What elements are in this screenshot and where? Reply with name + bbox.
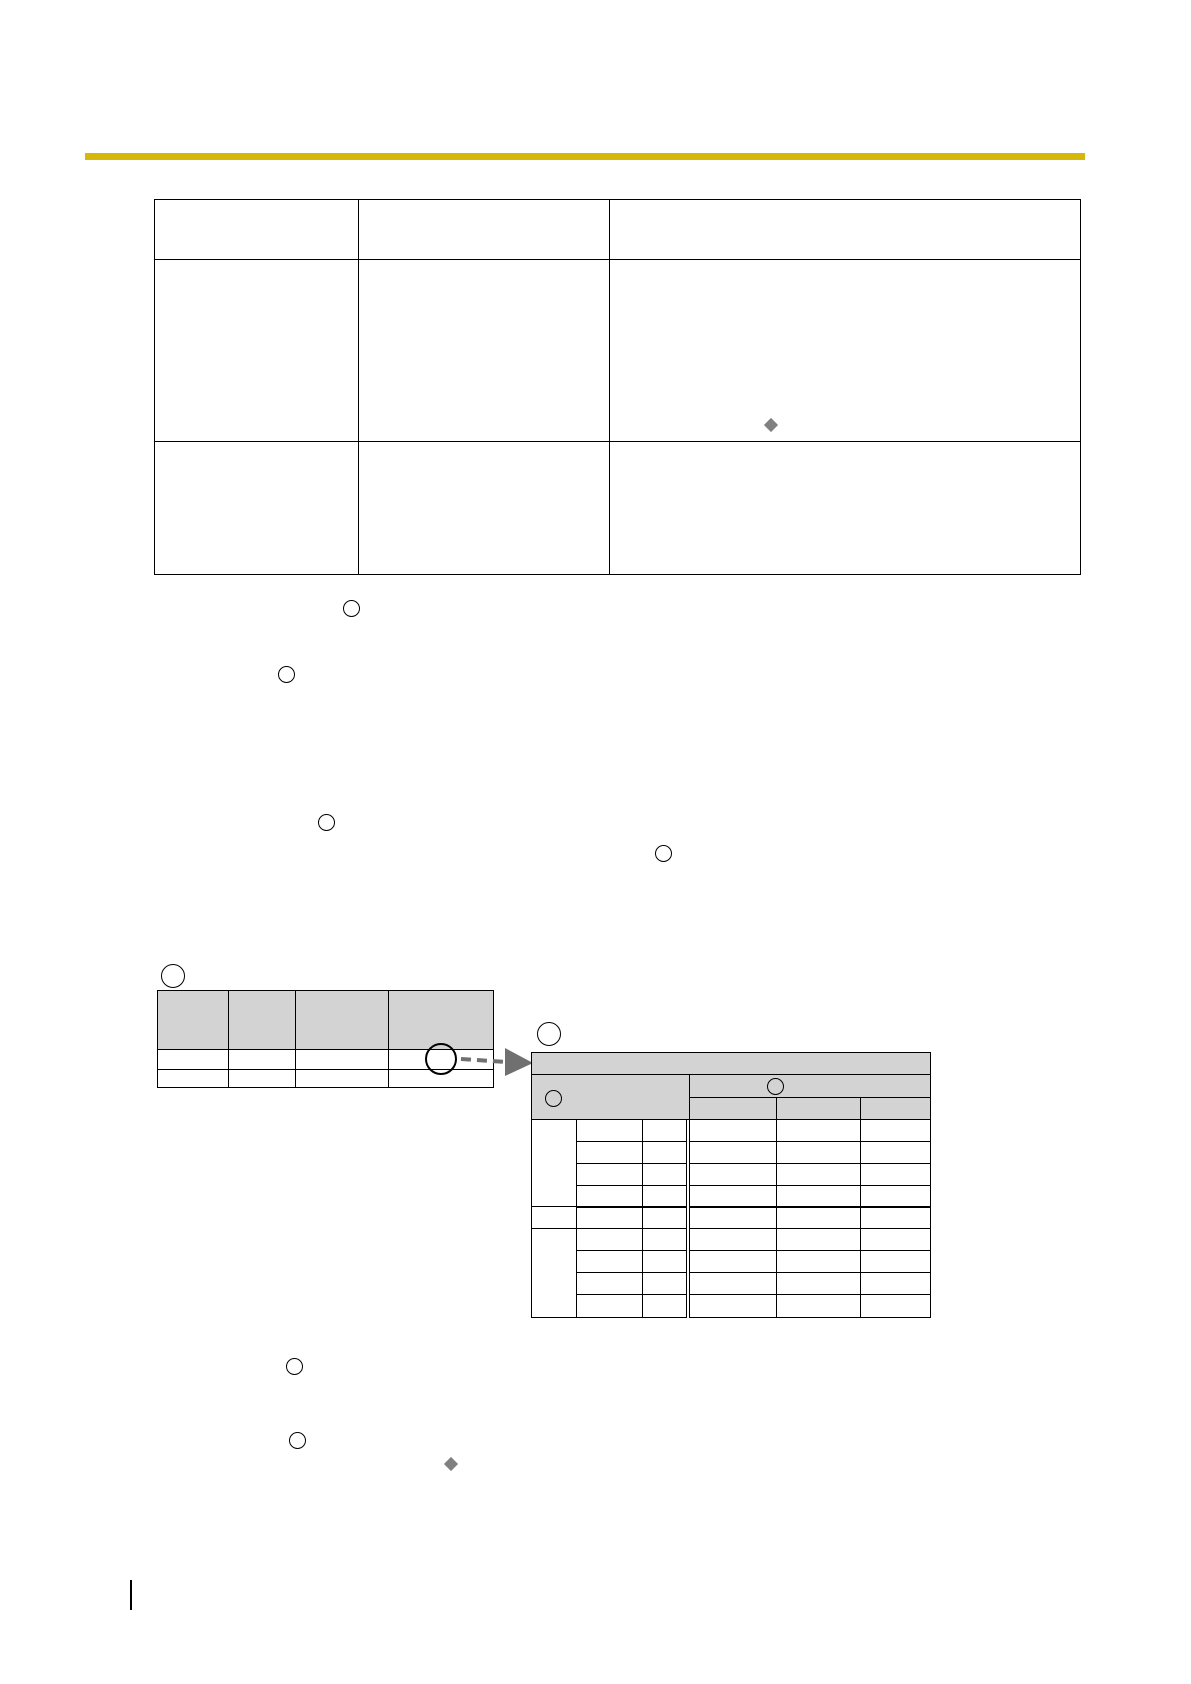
table-row [155,200,1081,260]
table-cell [576,1141,643,1164]
table-cell [776,1119,861,1142]
step-circle-icon [286,1358,303,1375]
table-cell [642,1141,687,1164]
table-cell [776,1185,861,1208]
table-header-cell [689,1074,931,1098]
table-cell [295,1069,389,1088]
table-cell [642,1185,687,1208]
table-cell [689,1294,777,1318]
table-cell [689,1141,777,1164]
table-cell [155,442,359,575]
table-cell [576,1228,643,1251]
table-cell [576,1119,643,1142]
table-header-cell [776,1097,861,1120]
table-cell [157,1049,229,1070]
table-cell [689,1272,777,1295]
table-cell [228,1049,296,1070]
table-title-cell [531,1052,931,1075]
step-circle-icon [545,1090,562,1107]
diamond-marker-icon [444,1457,458,1471]
table-cell [860,1163,931,1186]
table-header-cell [295,990,389,1050]
table-cell [295,1049,389,1070]
table-group-cell [531,1119,577,1207]
step-circle-icon [655,845,672,862]
dashed-arrow-icon [455,1040,535,1080]
table-cell [610,260,1081,442]
header-rule [85,153,1085,160]
table-cell [359,442,610,575]
table-cell [776,1228,861,1251]
table-cell [860,1294,931,1318]
table-cell [576,1250,643,1273]
page-number-bar [130,1580,132,1610]
table-header-cell [359,200,610,260]
table-cell [228,1069,296,1088]
step-circle-icon [343,600,360,617]
table-cell [860,1206,931,1229]
table-cell [776,1141,861,1164]
table-header-cell [155,200,359,260]
table-group-cell [531,1206,577,1229]
table-cell [860,1250,931,1273]
table-cell [576,1163,643,1186]
table-cell [155,260,359,442]
table-row [155,442,1081,575]
table-group-cell [531,1228,577,1318]
table-cell [610,442,1081,575]
table-header-cell [610,200,1081,260]
table-cell [576,1185,643,1208]
table-cell [860,1119,931,1142]
callout-circle-icon [161,964,185,988]
step-circle-icon [278,666,295,683]
highlight-circle-icon [425,1043,457,1075]
table-header-cell [157,990,229,1050]
table-cell [642,1163,687,1186]
table-cell [860,1141,931,1164]
table-cell [776,1272,861,1295]
table-cell [776,1294,861,1318]
table-header-cell [228,990,296,1050]
table-cell [860,1228,931,1251]
table-header-cell [860,1097,931,1120]
table-row [155,260,1081,442]
table-cell [576,1294,643,1318]
table-header-cell [689,1097,777,1120]
table-cell [776,1163,861,1186]
table-cell [776,1206,861,1229]
table-cell [157,1069,229,1088]
table-cell [860,1272,931,1295]
table-cell [576,1206,643,1229]
table-cell [642,1272,687,1295]
table-cell [689,1228,777,1251]
callout-circle-icon [537,1022,561,1046]
step-circle-icon [767,1078,784,1095]
spec-table [154,199,1081,575]
table-cell [689,1185,777,1208]
step-circle-icon [289,1432,306,1449]
table-cell [642,1206,687,1229]
step-circle-icon [318,814,335,831]
table-cell [576,1272,643,1295]
table-cell [359,260,610,442]
table-cell [860,1185,931,1208]
table-cell [642,1294,687,1318]
table-cell [689,1206,777,1229]
table-cell [689,1119,777,1142]
detail-table [531,1052,931,1318]
table-cell [642,1119,687,1142]
table-cell [776,1250,861,1273]
table-cell [642,1228,687,1251]
table-cell [689,1163,777,1186]
table-cell [689,1250,777,1273]
table-cell [642,1250,687,1273]
